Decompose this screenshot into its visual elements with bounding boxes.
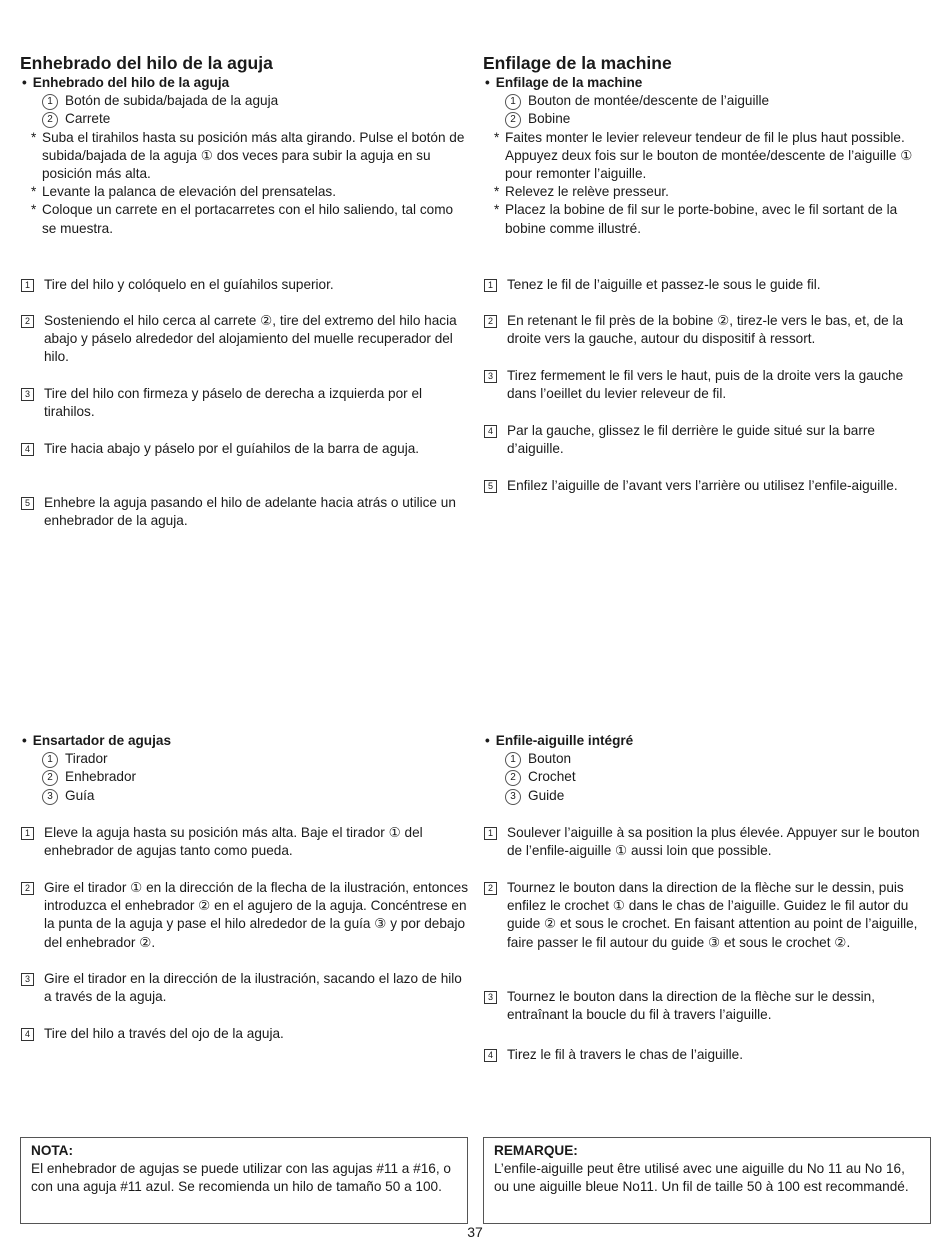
es-step: 2 Gire el tirador ① en la dirección de la flecha de la ilustración, entonces introduzca el enhebrador ② en el agujero de la aguja. Concéntrese en la punta de la aguja y pase el hilo alrededor de la guía ③ y por debajo del enhebrador ②.	[20, 879, 468, 952]
circled-number: 1	[505, 752, 521, 768]
step-number-box: 1	[484, 279, 497, 292]
fr-note: * Placez la bobine de fil sur le porte-bobine, avec le fil sortant de la bobine comme illustré.	[483, 201, 933, 237]
es-legend-item: 3 Guía	[20, 787, 468, 805]
es-note: * Coloque un carrete en el portacarretes con el hilo saliendo, tal como se muestra.	[20, 201, 468, 237]
es-legend-item: 1 Tirador	[20, 750, 468, 768]
circled-number: 2	[42, 770, 58, 786]
fr-step: 1 Tenez le fil de l’aiguille et passez-le sous le guide fil.	[483, 276, 933, 294]
step-number-box: 3	[21, 973, 34, 986]
step-number-box: 2	[21, 882, 34, 895]
circled-number: 2	[42, 112, 58, 128]
fr-step: 3 Tirez fermement le fil vers le haut, puis de la droite vers la gauche dans l’oeillet du levier releveur de fil.	[483, 367, 933, 403]
fr-step: 2 En retenant le fil près de la bobine ②, tirez-le vers le bas, et, de la droite vers la gauche, autour du dispositif à ressort.	[483, 312, 933, 348]
step-number-box: 4	[21, 1028, 34, 1041]
es-subheading: • Enhebrado del hilo de la aguja	[20, 74, 468, 92]
circled-number: 3	[505, 789, 521, 805]
step-number-box: 1	[484, 827, 497, 840]
es-step: 3 Gire el tirador en la dirección de la ilustración, sacando el lazo de hilo a través de la aguja.	[20, 970, 468, 1006]
fr-step: 4 Tirez le fil à travers le chas de l’aiguille.	[483, 1046, 933, 1064]
es-legend-item: 2 Carrete	[20, 110, 468, 128]
circled-number: 3	[42, 789, 58, 805]
es-legend-item: 1 Botón de subida/bajada de la aguja	[20, 92, 468, 110]
fr-legend-item: 3 Guide	[483, 787, 933, 805]
page-number: 37	[467, 1224, 483, 1240]
fr-note-text: L’enfile-aiguille peut être utilisé avec une aiguille du No 11 au No 16, ou une aiguille bleue No11. Un fil de taille 50 à 100 est recommandé.	[494, 1161, 909, 1195]
fr-step: 1 Soulever l’aiguille à sa position la plus élevée. Appuyer sur le bouton de l’enfile-aiguille ① aussi loin que possible.	[483, 824, 933, 860]
es-step: 5 Enhebre la aguja pasando el hilo de adelante hacia atrás o utilice un enhebrador de la aguja.	[20, 494, 468, 530]
step-number-box: 3	[21, 388, 34, 401]
fr-legend-item: 1 Bouton	[483, 750, 933, 768]
fr-title: Enfilage de la machine	[483, 53, 672, 73]
fr-note-box	[483, 1137, 931, 1224]
fr-step: 5 Enfilez l’aiguille de l’avant vers l’arrière ou utilisez l’enfile-aiguille.	[483, 477, 933, 495]
circled-number: 2	[505, 112, 521, 128]
fr-threader-intro	[483, 732, 933, 805]
step-number-box: 4	[484, 1049, 497, 1062]
es-step: 1 Tire del hilo y colóquelo en el guíahilos superior.	[20, 276, 468, 294]
es-note-box	[20, 1137, 468, 1224]
es-note: * Suba el tirahilos hasta su posición más alta girando. Pulse el botón de subida/bajada de la aguja ① dos veces para subir la aguja en su posición más alta.	[20, 129, 468, 184]
fr-legend-item: 1 Bouton de montée/descente de l’aiguille	[483, 92, 933, 110]
fr-note-heading: REMARQUE:	[494, 1143, 578, 1158]
step-number-box: 4	[484, 425, 497, 438]
step-number-box: 5	[21, 497, 34, 510]
es-intro	[20, 74, 468, 238]
step-number-box: 1	[21, 827, 34, 840]
fr-legend-item: 2 Bobine	[483, 110, 933, 128]
step-number-box: 3	[484, 370, 497, 383]
fr-note: * Faites monter le levier releveur tendeur de fil le plus haut possible. Appuyez deux fois sur le bouton de montée/descente de l’aiguille ① pour remonter l’aiguille.	[483, 129, 933, 184]
fr-note: * Relevez le relève presseur.	[483, 183, 933, 201]
circled-number: 2	[505, 770, 521, 786]
step-number-box: 3	[484, 991, 497, 1004]
circled-number: 1	[505, 94, 521, 110]
step-number-box: 5	[484, 480, 497, 493]
es-subheading: • Ensartador de agujas	[20, 732, 468, 750]
es-step: 2 Sosteniendo el hilo cerca al carrete ②, tire del extremo del hilo hacia abajo y páselo alrededor del alojamiento del muelle recuperador del hilo.	[20, 312, 468, 367]
es-threader-intro	[20, 732, 468, 805]
step-number-box: 1	[21, 279, 34, 292]
es-step: 3 Tire del hilo con firmeza y páselo de derecha a izquierda por el tirahilos.	[20, 385, 468, 421]
es-note-heading: NOTA:	[31, 1143, 74, 1158]
step-number-box: 4	[21, 443, 34, 456]
fr-legend-item: 2 Crochet	[483, 768, 933, 786]
es-title: Enhebrado del hilo de la aguja	[20, 53, 273, 73]
fr-step: 2 Tournez le bouton dans la direction de la flèche sur le dessin, puis enfilez le crochet ① dans le chas de l’aiguille. Guidez le fil autor du guide ② et sous le crochet. En faisant attention au point de l’aiguille, faire passer le fil autour du guide ③ et sous le crochet ②.	[483, 879, 933, 952]
fr-subheading: • Enfile-aiguille intégré	[483, 732, 933, 750]
fr-subheading: • Enfilage de la machine	[483, 74, 933, 92]
es-step: 4 Tire hacia abajo y páselo por el guíahilos de la barra de aguja.	[20, 440, 468, 458]
step-number-box: 2	[484, 315, 497, 328]
circled-number: 1	[42, 94, 58, 110]
es-step: 4 Tire del hilo a través del ojo de la aguja.	[20, 1025, 468, 1043]
es-step: 1 Eleve la aguja hasta su posición más alta. Baje el tirador ① del enhebrador de agujas tanto como pueda.	[20, 824, 468, 860]
step-number-box: 2	[21, 315, 34, 328]
step-number-box: 2	[484, 882, 497, 895]
es-note-text: El enhebrador de agujas se puede utilizar con las agujas #11 a #16, o con una aguja #11 azul. Se recomienda un hilo de tamaño 50 a 100.	[31, 1161, 451, 1195]
es-note: * Levante la palanca de elevación del prensatelas.	[20, 183, 468, 201]
fr-intro	[483, 74, 933, 238]
fr-step: 4 Par la gauche, glissez le fil derrière le guide situé sur la barre d’aiguille.	[483, 422, 933, 458]
circled-number: 1	[42, 752, 58, 768]
es-legend-item: 2 Enhebrador	[20, 768, 468, 786]
fr-step: 3 Tournez le bouton dans la direction de la flèche sur le dessin, entraînant la boucle du fil à travers l’aiguille.	[483, 988, 933, 1024]
